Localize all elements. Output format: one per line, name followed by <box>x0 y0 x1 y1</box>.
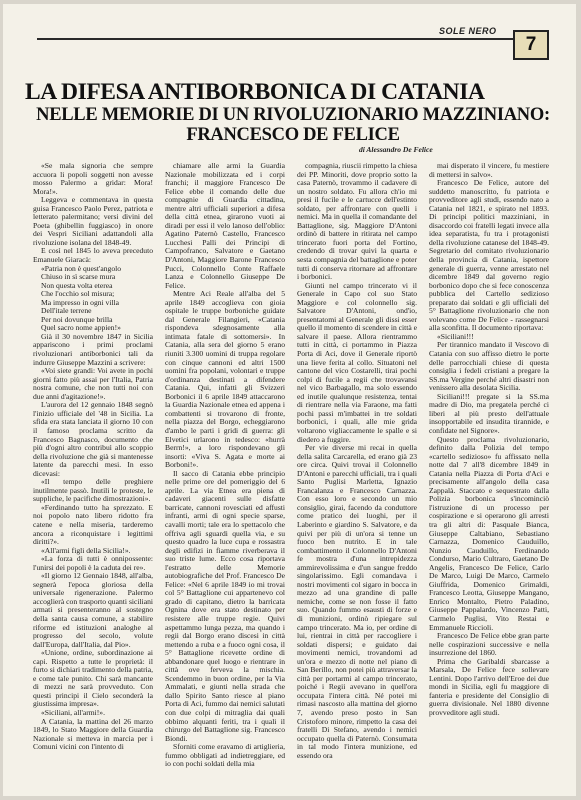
page-number: 7 <box>513 30 549 60</box>
paragraph: Questo proclama rivoluzionario, definito dalla Polizia del tempo «cartello sedizioso» fu affissato nella notte dal 7 all'8 dicembre 1849 in Catania nella Piazza di Porta d'Aci e precisamente all'angolo della casa Zappalà. Staccato e sequestrato dalla Polizia borbonica s'incominciò l'istruzione di un processo per cospirazione e si operarono gli arresti tra gli altri di: Pasquale Bianca, Giuseppe Caltabiano, Sebastiano Carnazza, Domenico Cauduillo, Nunzio Cauduillo, Ferdinando Condurso, Mario Cultraro, Gaetano De Angelis, Francesco De Felice, Carlo De Marco, Luigi De Marco, Carmelo Giuffrida, Domenico Grimaldi, Francesco Leotta, Giuseppe Mangano, Enrico Montalto, Pietro Paladino, Giuseppe Pappalardo, Vincenzo Patti, Carmelo Puglisi, Vito Restai e Emmanuele Riccioli. <box>429 434 549 632</box>
column-4 <box>429 162 549 792</box>
paragraph: A Catania, la mattina del 26 marzo 1849, lo Stato Maggiore della Guardia Nazionale si metteva in marcia per i Comuni vicini con l'intento di <box>33 716 153 752</box>
paragraph: Siciliani!!! pregate si la SS.ma madre di Dio, ma pregatela perché ci liberi al più presto dell'attuale insopportabile ed insudita tirannide, e confidate nel Signore». <box>429 391 549 435</box>
paragraph: Già il 30 novembre 1847 in Sicilia appariscono i primi proclami rivoluzionari antiborbonici tali da indurre Giuseppe Mazzini a scrivere: <box>33 331 153 367</box>
paragraph: «Se mala signoria che sempre accuora li popoli soggetti non avesse mosso Palermo a gridar: Mora! Mora!». <box>33 162 153 196</box>
column-3 <box>297 162 417 792</box>
paragraph: Per tirannico mandato il Vescovo di Catania con suo affisso dietro le porte delle parrocchiali chiese di questa consiglia i fedeli cristiani a pregare la SS.ma Vergine perché altri disastri non venissero alla desolata Sicilia. <box>429 340 549 393</box>
magazine-page <box>3 4 576 796</box>
paragraph: chiamare alle armi la Guardia Nazionale mobilizzata ed i corpi franchi; il maggiore Francesco De Felice ebbe il comando delle due compagnie di Guardia cittadina, mentre altri ufficiali superiori a difesa della città etnea, girarono vuoti ai diradi per essi il velo lanoso dell'oblio: Agatino Paternò Castello, Francesco Lucchesi Palli dei Principi di Campofranco, Salvatore e Gaetano D'Antoni, Maggiore Barone Francesco Pucci, Colonnello Conte Raffaele Lanza e Colonnello Giuseppe De Felice. <box>165 162 285 290</box>
header-rule <box>37 38 517 40</box>
paragraph: Francesco De Felice, autore del suddetto manoscritto, fu patriota e provveditore agli studi, essendo nato a Catania nel 1821, e spirato nel 1893. Di principi politici mazziniani, in disaccordo coi fratelli legati invece alla idea separatista, fu tra i protagonisti della rivoluzione catanese del 1848-49. Segretario del comitato rivoluzionario della provincia di Catania, ispettore generale di guerra, venne arrestato nel dicembre 1849 dal governo regio borbonico dopo che si fece conoscenza pubblica del Cartello sedizioso preparato dai soldati e gli ufficiali del 5° Battaglione rivoluzionario che non volevano come De Felice - rassegnarsi alla sconfitta. Il documento riportava: <box>429 178 549 333</box>
paragraph: mai disperato il vincere, fu mestiere di mettersi in salvo». <box>429 162 549 179</box>
paragraph: «Il giorno 12 Gennaio 1848, all'alba, segnerà l'epoca gloriosa della universale rigenerazione. Palermo accoglierà con trasporto quanti siciliani armati si presenteranno al sostegno della santa causa comune, a stabilire riforme ed istituzioni analoghe al progresso del secolo, volute dall'Europa, dall'Italia, dal Pio». <box>33 571 153 649</box>
subtitle-line-1: NELLE MEMORIE DI UN RIVOLUZIONARIO MAZZINIANO: <box>36 105 550 125</box>
page-header <box>3 26 576 66</box>
paragraph: Leggeva e commentava in questa guisa Francesco Paolo Perez, patriota e letterato palermitano; versi divini del Poeta (ghibellin fuggiasco) in onore dei Vespri Siciliani adattandoli alla rivoluzione isolana del 1848-49. <box>33 195 153 247</box>
paragraph: «All'armi figli della Sicilia!». <box>41 545 131 555</box>
paragraph: «Siciliani!!! <box>437 331 474 341</box>
article-subtitle <box>33 106 553 145</box>
column-1 <box>33 162 153 792</box>
paragraph: E così nel 1845 lo aveva preceduto Emanuele Giaracà: <box>33 246 153 265</box>
paragraph: Francesco De Felice ebbe gran parte nelle cospirazioni successive e nella insurrezione del 1860. <box>429 631 549 658</box>
article-title: LA DIFESA ANTIBORBONICA DI CATANIA <box>25 79 485 105</box>
poem-verse: «Patria non è quest'angolo Chiuso in sì scarse mura Non questa volta eterea Che l'occhio sol misura; Ma impresso in ogni villa Dell'itale terrene Per noi dovunque brilla Quel sacro nome appien!» <box>41 263 122 333</box>
paragraph: «La forza di tutti è onnipossente: l'unirsi dei popoli è la caduta dei re». <box>33 554 153 572</box>
article-byline: di Alessandro De Felice <box>359 145 433 154</box>
paragraph: Il sacco di Catania ebbe principio nelle prime ore del pomeriggio del 6 aprile. La via Etnea era piena di cadaveri giacenti sulle disfatte barricate, cannoni rovesciati ed affusti infranti, armi di ogni specie sparse, cavalli morti; tale era lo spettacolo che offriva agli sguardi quella via, e su questo quadro la luce cupa e rossastra degli edifizi in fiamme riverberava il suo triste lume. Ecco cosa riportava l'estratto delle Memorie autobiografiche del Prof. Francesco De Felice: «Nel 6 aprile 1849 io mi trovai col 5° Battaglione cui appartenevo col grado di capitano, dietro la barricata Ognina dove era stato destinato per resistere alle truppe regie. Quivi aspettammo lunga pezza, ma quando i regii dal Borgo erano discesi in città mettendo a ruba e a fuoco ogni cosa, il 5° Battaglione ricevette ordine di abbandonare quel luogo e rientrare in città ove ferveva la mischia. Scendemmo in buon ordine, per la Via Ammalati, e giunti nella strada che dallo Spirito Santo riesce al piano Porta di Aci, fummo dai nemici salutati con due colpi di mitraglia dai quali obbimo alquanti feriti, tra i quali il chirurgo del Battaglione sig. Francesco Biondi. <box>165 468 285 743</box>
paragraph: compagnia, riuscii rimpetto la chiesa dei PP. Minoriti, dove proprio sotto la casa Paternò, trovammo il cadavere di un nostro soldato. Fu allora ch'io mi presi il fucile e le cartucce dell'estinto soldato, per affrontare con quelli i nemici. Ma in quella il comandante del Battaglione, sig. Maggiore D'Antoni ordinò di battere in ritirata nel campo trincerato fuori porta del Fortino, credendo di trovar quivi la quarta e sesta compagnia del battaglione e poter tutti di conserva ritornare ad affrontare i borbonici. <box>297 162 417 282</box>
paragraph: Per vie diverse mi recai in quella della salita Carcarella, ed erano già 23 ore circa. Quivi trovai il Colonnello D'Antoni e parecchi ufficiali, tra i quali Santo Puglisi Marletta, Ignazio Francalanza e Francesco Carnazza. Con esso loro e secondo un mio consiglio, girai, facendo da conduttore come pratico dei luoghi, per il Laberinto e giardino S. Salvatore, e da quivi per più di un'ora si tenne un fuoco ben nutrito. E in tale combattimento il Colonnello D'Antoni fe mostra d'una intrepidezza ammirevolissima e d'un sangue freddo singolarissimo. Egli comandava i nostri movimenti col sigaro in bocca in mezzo ad una grandine di palle nemiche, come se non fosse il fatto suo. Quando fummo esausti di forze e di munizioni, ordinò ripiegare sul campo trincerato. Ma io, per ordine di lui, rientrai in città per raccogliere i soldati dispersi; e guidato dai movimenti nemici, trovandomi ad un'ora e mezzo di notte nel piano di San Berillo, non potei più attraversar la città per portarmi al campo trincerato, poiché i Regii avevano in quell'ora occupata l'intera città. Né potei mi rimasi nascosto alla mattina del giorno 7, avendo preso posto in San Cristoforo minore, rimpetto la casa dei fratelli Di Stefano, avendo i nemici occupato quella di Paternò. Consumata in tal modo l'intera munizione, ed essendo ora <box>297 443 417 760</box>
paragraph: «Siciliani, all'armi!». <box>41 708 106 717</box>
paragraph: «Il tempo delle preghiere inutilmente passò. Inutili le proteste, le suppliche, le pacifiche dimostrazioni». <box>33 477 153 504</box>
article-body <box>33 162 553 792</box>
paragraph: Mentre Aci Reale all'alba del 5 aprile 1849 accoglieva con gioia ospitale le truppe borboniche guidate dal Generale Filangieri, «Catania rispondeva sdegnosamente alla intimata fatale di sottomersi». In Catania, alla sera del giorno 5 erano riuniti 3.300 uomini di truppa regolare con cinque cannoni ed altri 1500 uomini fra popolani, volontari e truppe d'ordinanza destinati a difendere Catania. Qui, infatti gli Svizzeri Borbonici il 6 aprile 1849 attaccarono la Guardia Nazionale etnea ed appena i combattenti si trovarono di fronte, nella piazza del Borgo, echeggiarono d'ambo le parti i gridi di guerra: gli Elvetici urlarono in tedesco: «hurrà Berrn!», a loro rispondevano gli insorti: «Viva S. Agata e morte ai Borboni!». <box>165 289 285 470</box>
paragraph: Giunti nel campo trincerato vi il Generale in Capo col suo Stato Maggiore e col colonnello sig. Salvatore D'Antoni, ond'io, presentatomi al Generale gli dissi esser quello il momento di scendere in città e salvare il paese. Allora rientrammo tutti in città, ci portammo in Piazza Porta di Aci, dove il Generale riportò una lieve ferita al collo. Situatoni nel cantone del vico Costarelli, tirai pochi colpi di fucile a regii che trovavansi nel vico Barbagallo, ma solo essendo ed inutile qualunque resistenza, tentai di rientrare nella via Faraone, ma fatti pochi passi m'imbattei in tre soldati borbonici, i quali, alle mie grida voltarono vigliaccamente le spalle e si diedero a fuggire. <box>297 280 417 444</box>
paragraph: Prima che Garibaldi sbarcasse a Marsala, De Felice fece sollevare Lentini. Dopo l'arrivo dell'Eroe dei due mondi in Sicilia, egli fu maggiore di fanteria e presidente del Consiglio di guerra divisionale. Nel 1880 divenne provveditore agli studi. <box>429 656 549 717</box>
paragraph: Sforniti come eravamo di artiglieria, fummo obbligati ad indietreggiare, ed io con pochi soldati della mia <box>165 742 285 769</box>
paragraph: L'aurora del 12 gennaio 1848 segnò l'inizio ufficiale del '48 in Sicilia. La sfida era stata lanciata il giorno 10 con il famoso proclama scritto da Francesco Bagnasco, documento che più d'ogni altro contribuì allo scoppio della rivoluzione che già si mantenesse latente da parecchi mesi. In esso dicevasi: <box>33 400 153 478</box>
column-2 <box>165 162 285 792</box>
subtitle-line-2: FRANCESCO DE FELICE <box>186 125 400 145</box>
paragraph: «Unione, ordine, subordinazione ai capi. Rispetto a tutte le proprietà: il furto si dichiari tradimento della patria, e come tale punito. Chi sarà mancante di mezzi ne sarà provveduto. Con questi principi il Cielo seconderà la giustissima impresa». <box>33 648 153 709</box>
paragraph: «Voi siete grandi: Voi avete in pochi giorni fatto più assai per l'Italia, Patria nostra comune, che non tutti noi con due anni d'agitazione!». <box>33 366 153 401</box>
paragraph: «Ferdinando tutto ha sprezzato. E noi popolo nato libero ridotto fra catene e nella miseria, tarderemo ancora a riconquistare i legittimi diritti?». <box>33 502 153 547</box>
magazine-name: SOLE NERO <box>439 26 497 36</box>
